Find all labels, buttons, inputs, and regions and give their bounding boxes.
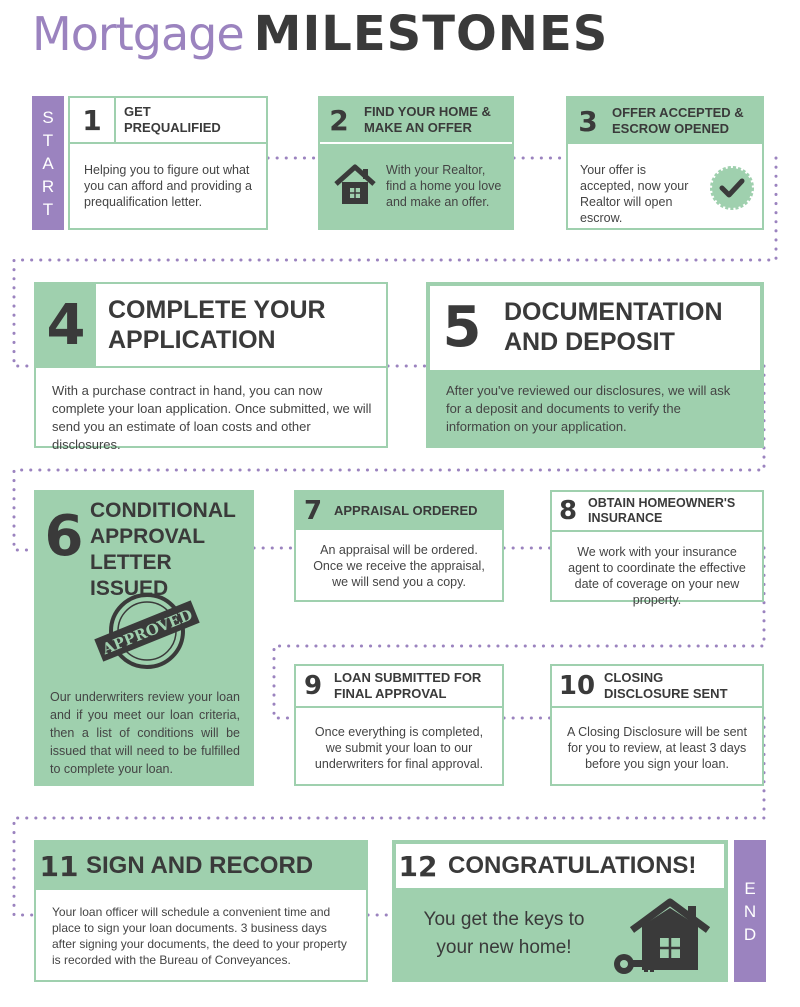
- step-3-card: [566, 96, 764, 230]
- step-4-card: [34, 282, 388, 452]
- step-1-body: Helping you to figure out what you can afford and providing a prequalification letter.: [84, 163, 252, 209]
- title-word-mortgage: Mortgage: [32, 7, 244, 61]
- house-key-icon: [608, 896, 718, 980]
- step-3-title: OFFER ACCEPTED & ESCROW OPENED: [612, 105, 744, 136]
- step-10-header: [552, 666, 762, 708]
- start-letter: T: [42, 130, 54, 150]
- step-7-card: [294, 490, 504, 602]
- step-4-title: COMPLETE YOUR APPLICATION: [108, 296, 326, 354]
- step-10-title: CLOSING DISCLOSURE SENT: [604, 670, 728, 701]
- step-10-card: [550, 664, 764, 786]
- step-11-body: Your loan officer will schedule a convenient time and place to sign your loan documents. 3 business days after signing your documents, the deed to your property is recorded with the Bureau of Conveyances.: [52, 905, 347, 967]
- step-9-header: [296, 666, 502, 708]
- step-1-card: [68, 96, 268, 230]
- start-letter: S: [42, 107, 54, 127]
- step-6-card: [34, 490, 254, 786]
- step-10-number: 10: [558, 671, 596, 701]
- stamp-text: APPROVED: [99, 605, 196, 659]
- step-1-title: GET PREQUALIFIED: [124, 104, 221, 135]
- step-1-number: 1: [70, 98, 116, 142]
- step-5-body: After you've reviewed our disclosures, we will ask for a deposit and documents to verify the information on your application.: [446, 383, 731, 434]
- start-letter: R: [41, 176, 55, 196]
- step-2-header: [320, 98, 512, 144]
- step-5-title: DOCUMENTATION AND DEPOSIT: [504, 298, 723, 356]
- start-letter: A: [42, 153, 54, 173]
- checkmark-badge-icon: [708, 164, 756, 212]
- step-2-number: 2: [329, 103, 349, 137]
- step-2-body: With your Realtor, find a home you love and make an offer.: [386, 163, 502, 209]
- step-3-number: 3: [578, 104, 598, 138]
- step-9-number: 9: [303, 671, 323, 701]
- house-icon: [332, 162, 378, 208]
- step-8-body: We work with your insurance agent to coordinate the effective date of coverage on your new property.: [568, 545, 746, 607]
- step-11-header: [36, 842, 366, 890]
- step-12-card: [392, 840, 728, 982]
- step-8-card: [550, 490, 764, 607]
- start-letter: T: [42, 199, 54, 219]
- step-11-title: SIGN AND RECORD: [86, 852, 314, 879]
- step-6-body: Our underwriters review your loan and if you meet our loan criteria, then a list of conditions will be issued that will need to be fulfilled to complete your loan.: [50, 690, 240, 776]
- start-bar: [32, 96, 64, 230]
- step-2-title: FIND YOUR HOME & MAKE AN OFFER: [364, 104, 491, 135]
- step-12-header: [396, 844, 724, 888]
- step-12-number: 12: [398, 849, 438, 883]
- step-8-number: 8: [558, 496, 578, 526]
- step-7-body: An appraisal will be ordered. Once we receive the appraisal, we will send you a copy.: [313, 543, 485, 589]
- step-11-number: 11: [39, 849, 79, 883]
- step-9-card: [294, 664, 504, 786]
- step-6-number: 6: [44, 503, 84, 569]
- step-4-number: 4: [36, 284, 96, 366]
- step-7-header: [296, 492, 502, 530]
- step-12-title: CONGRATULATIONS!: [448, 852, 697, 879]
- end-bar: [734, 840, 766, 982]
- step-3-body: Your offer is accepted, now your Realtor will open escrow.: [580, 163, 689, 225]
- step-6-title: CONDITIONAL APPROVAL LETTER ISSUED: [90, 499, 236, 600]
- step-2-card: [318, 96, 514, 230]
- step-8-header: [552, 492, 762, 532]
- end-letter: E: [744, 878, 756, 898]
- step-9-title: LOAN SUBMITTED FOR FINAL APPROVAL: [334, 670, 482, 701]
- step-5-header: [430, 286, 760, 370]
- step-3-header: [568, 98, 762, 144]
- step-12-body: You get the keys to your new home!: [423, 909, 585, 958]
- title-word-milestones: MILESTONES: [253, 6, 609, 62]
- step-7-number: 7: [303, 496, 323, 526]
- approved-stamp-icon: [92, 588, 202, 674]
- step-9-body: Once everything is completed, we submit your loan to our underwriters for final approval.: [314, 725, 484, 771]
- end-letter: D: [743, 924, 757, 944]
- end-letter: N: [743, 901, 757, 921]
- step-1-header: [70, 98, 266, 144]
- step-5-card: [426, 282, 764, 448]
- step-4-body: With a purchase contract in hand, you can now complete your loan application. Once submitted, we will send you an estimate of loan costs and other disclosures.: [52, 383, 372, 452]
- step-11-card: [34, 840, 368, 982]
- step-4-header: [36, 284, 386, 368]
- step-7-title: APPRAISAL ORDERED: [334, 503, 478, 518]
- step-8-title: OBTAIN HOMEOWNER'S INSURANCE: [588, 496, 736, 525]
- step-5-number: 5: [442, 294, 482, 360]
- step-10-body: A Closing Disclosure will be sent for you to review, at least 3 days before you sign your loan.: [567, 725, 747, 771]
